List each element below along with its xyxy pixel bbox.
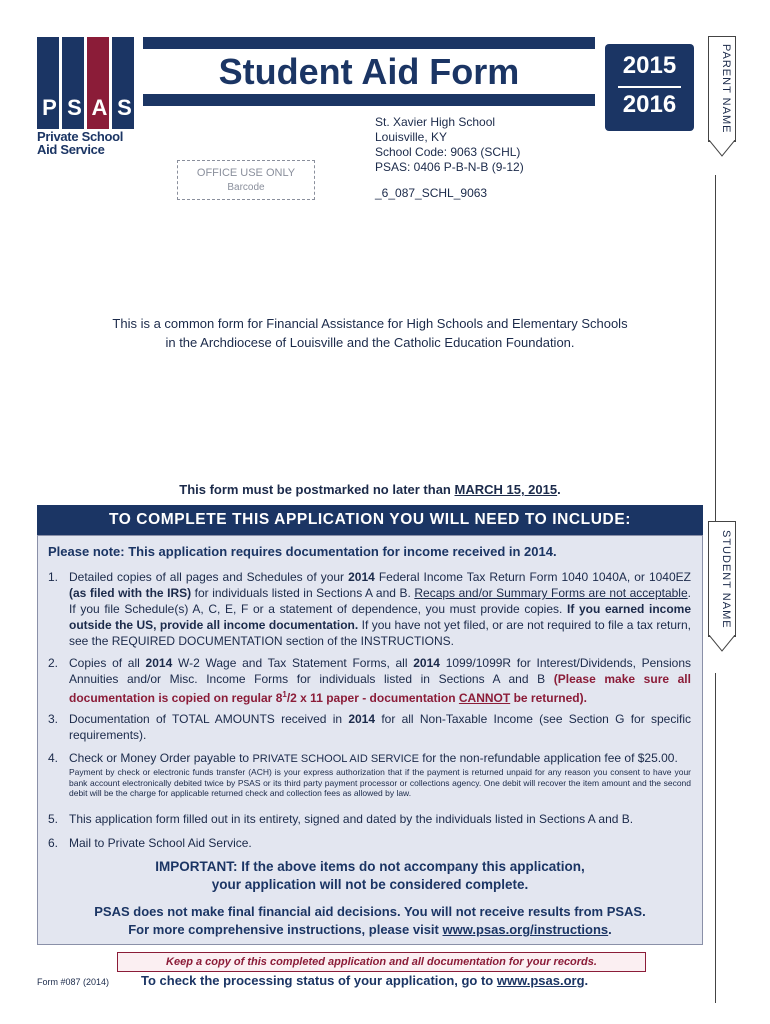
title-rule-top: [143, 37, 595, 49]
student-tab-pointer: [708, 635, 736, 653]
page-title: Student Aid Form: [218, 51, 520, 92]
item-warning: 1: [282, 690, 287, 699]
requirements-heading: TO COMPLETE THIS APPLICATION YOU WILL NEED TO INCLUDE:: [37, 505, 703, 535]
student-name-tab[interactable]: [708, 521, 736, 637]
margin-rule: [715, 175, 716, 521]
logo-line-1: Private School: [37, 129, 124, 144]
important-line-1: IMPORTANT: If the above items do not accompany this application,: [155, 859, 585, 874]
psas-code: PSAS: 0406 P-B-N-B (9-12): [375, 160, 524, 174]
item-number: 3.: [48, 712, 59, 726]
item-text: Mail to Private School Aid Service.: [69, 836, 252, 850]
requirement-item: [48, 711, 691, 743]
logo-letter: P: [42, 95, 57, 120]
status-notice: [141, 973, 588, 988]
deadline-date: MARCH 15, 2015: [454, 482, 558, 497]
item-number: 5.: [48, 812, 59, 826]
item-text: for the non-refundable application fee of $25.00.: [422, 751, 678, 765]
office-use-label: OFFICE USE ONLY: [196, 167, 296, 179]
item-warning: CANNOT: [458, 691, 511, 705]
form-number: Form #087 (2014): [37, 977, 110, 987]
item-number: 2.: [48, 656, 59, 670]
item-text: . If you file Schedule(s) A, C, E, F or a statement of dependence, you must provide copies.: [69, 586, 691, 616]
school-name: St. Xavier High School: [375, 115, 496, 129]
status-suffix: .: [584, 973, 589, 988]
year-top: 2015: [622, 52, 677, 79]
item-warning: /2 x 11 paper - documentation: [286, 691, 456, 705]
important-line-2: your application will not be considered complete.: [211, 877, 529, 892]
psas-notice-line-1: PSAS does not make final financial aid decisions. You will not receive results from PSAS.: [94, 904, 646, 919]
item-text: Detailed copies of all pages and Schedules of your: [69, 570, 345, 584]
status-text: To check the processing status of your application, go to: [141, 973, 494, 988]
item-text: Check or Money Order payable to: [69, 751, 250, 765]
psas-notice-line-2: For more comprehensive instructions, please visit: [128, 922, 439, 937]
item-year: 2014: [348, 570, 375, 584]
item-year: 2014: [413, 656, 440, 670]
deadline-prefix: This form must be postmarked no later than: [179, 482, 451, 497]
office-use-box: [177, 160, 315, 200]
item-underlined: Recaps and/or Summary Forms are not acceptable: [414, 586, 688, 600]
item-text: If you have not yet filed, or are not required to file a tax return, see the REQUIRED DOCUMENTATION section of the INSTRUCTIONS.: [69, 618, 692, 648]
year-divider: [618, 86, 681, 88]
requirement-item: [48, 811, 691, 827]
item-year: 2014: [348, 712, 376, 726]
parent-name-label: PARENT NAME: [720, 44, 732, 134]
item-text: for individuals listed in Sections A and B.: [194, 586, 411, 600]
deadline-notice: [40, 482, 700, 497]
student-name-label: STUDENT NAME: [720, 529, 732, 629]
year-bottom: 2016: [622, 91, 677, 118]
item-warning: (Please make sure all documentation is copied on regular 8: [69, 672, 691, 705]
school-info: [375, 115, 524, 175]
psas-logo: [37, 37, 137, 161]
deadline-suffix: .: [557, 482, 561, 497]
requirement-item: [48, 569, 691, 649]
payment-disclaimer: Payment by check or electronic funds transfer (ACH) is your express authorization that if the payment is returned unpaid for any reason you consent to have your bank account electronically debited twice by PSAS or its third party payment processor or collections agency. One debit will recover the item amount and the second debit will be the charge for applicable returned check and collection fees as allowed by law.: [69, 767, 691, 798]
psas-notice-suffix: .: [608, 922, 612, 937]
item-emphasis: (as filed with the IRS): [69, 586, 192, 600]
item-text: Copies of all: [69, 656, 140, 670]
item-number: 4.: [48, 751, 59, 765]
form-code: _6_087_SCHL_9063: [375, 186, 488, 200]
item-number: 6.: [48, 836, 59, 850]
barcode-label: Barcode: [227, 182, 265, 193]
item-text: for all Non-Taxable Income (see Section G for specific requirements).: [69, 712, 691, 742]
requirement-item: [48, 750, 691, 799]
status-link[interactable]: www.psas.org: [496, 973, 585, 988]
psas-notice: [40, 903, 700, 939]
logo-letter: A: [91, 95, 108, 120]
school-code: School Code: 9063 (SCHL): [375, 145, 521, 159]
intro-line-2: in the Archdiocese of Louisville and the Catholic Education Foundation.: [165, 335, 575, 350]
documentation-note: Please note: This application requires documentation for income received in 2014.: [48, 544, 557, 559]
school-city: Louisville, KY: [375, 130, 448, 144]
keep-copy-banner: Keep a copy of this completed application and all documentation for your records.: [117, 952, 646, 972]
item-number: 1.: [48, 570, 59, 584]
item-warning: be returned).: [513, 691, 587, 705]
item-text: This application form filled out in its entirety, signed and dated by the individuals listed in Sections A and B.: [69, 812, 634, 826]
item-text: 1099/1099R for Interest/Dividends, Pensions Annuities and/or Misc. Income Forms for individuals listed in Sections A and B: [69, 656, 691, 686]
intro-line-1: This is a common form for Financial Assistance for High Schools and Elementary Schools: [112, 316, 628, 331]
important-notice: [40, 858, 700, 894]
payee-name: PRIVATE SCHOOL AID SERVICE: [252, 753, 419, 765]
instructions-link[interactable]: www.psas.org/instructions: [442, 922, 609, 937]
parent-name-tab[interactable]: [708, 36, 736, 142]
intro-text: [40, 314, 700, 352]
requirement-item: [48, 655, 691, 706]
margin-rule: [715, 673, 716, 1003]
logo-letter: S: [67, 95, 82, 120]
item-emphasis: If you earned income outside the US, provide all income documentation.: [69, 602, 692, 632]
item-year: 2014: [145, 656, 173, 670]
logo-line-2: Aid Service: [37, 142, 105, 157]
parent-tab-pointer: [708, 140, 736, 158]
title-rule-bottom: [143, 94, 595, 106]
requirement-item: [48, 835, 691, 851]
item-text: W-2 Wage and Tax Statement Forms, all: [177, 656, 408, 670]
item-text: Documentation of TOTAL AMOUNTS received in: [69, 712, 343, 726]
item-text: Federal Income Tax Return Form 1040 1040A, or 1040EZ: [378, 570, 691, 584]
logo-letter: S: [117, 95, 132, 120]
